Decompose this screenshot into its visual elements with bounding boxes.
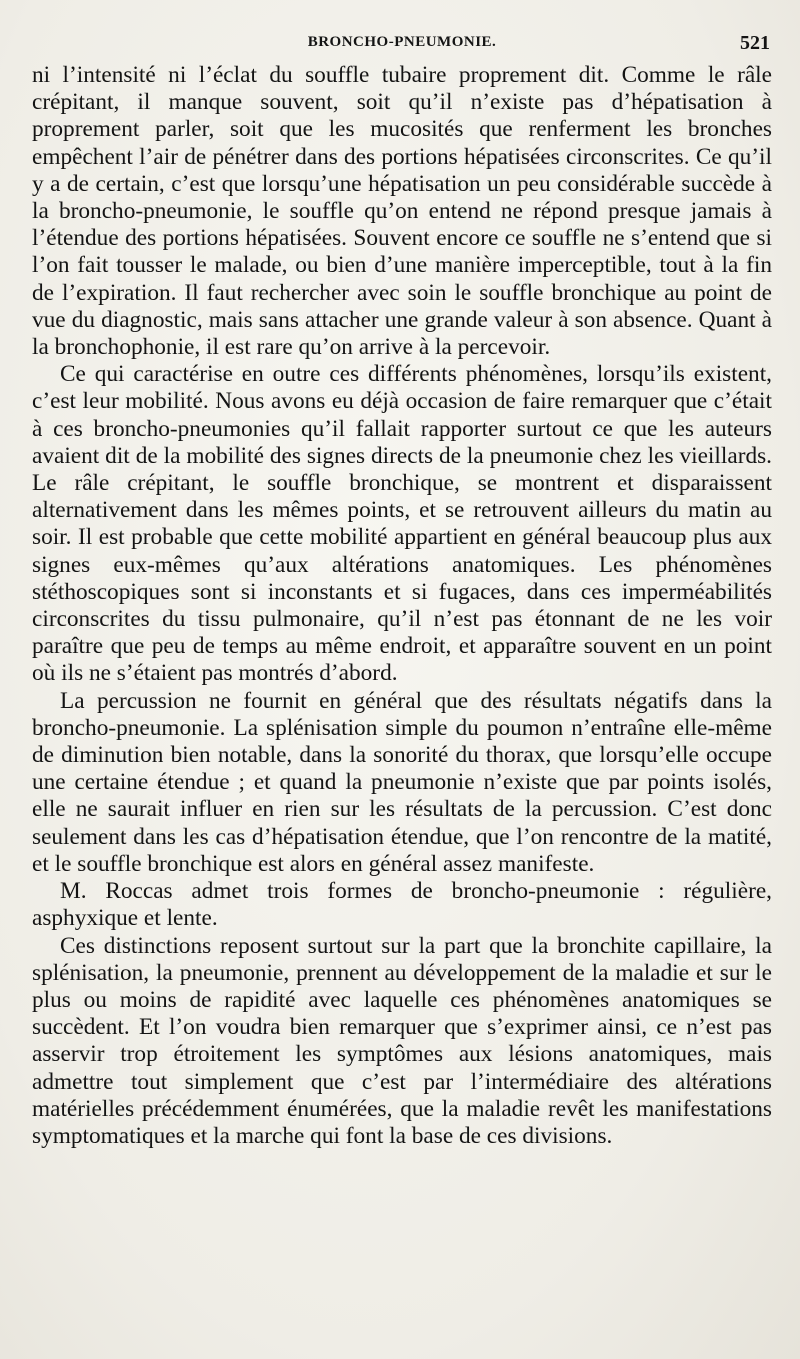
paragraph-distinctions: Ces distinctions reposent surtout sur la part que la bronchite capillaire, la splénisation, la pneumonie, prennent au développement de la maladie et sur le plus ou moins de rapidité avec laquelle ces phénomènes anatomiques se succèdent. Et l’on voudra bien remarquer que s’exprimer ainsi, ce n’est pas asservir trop étroitement les symptômes aux lésions anatomiques, mais admettre tout simplement que c’est par l’intermédiaire des altérations matérielles précédemment énumérées, que la maladie revêt les manifestations symptomatiques et la marche qui font la base de ces divisions. (32, 932, 772, 1149)
running-head: BRONCHO-PNEUMONIE. (307, 34, 497, 50)
paragraph-roccas: M. Roccas admet trois formes de broncho-pneumonie : régulière, asphyxique et lente. (32, 878, 772, 932)
body-text (32, 62, 772, 1150)
page-number: 521 (740, 32, 770, 54)
paragraph-continuation: ni l’intensité ni l’éclat du souffle tubaire proprement dit. Comme le râle crépitant, il manque souvent, soit qu’il n’existe pas d’hépatisation à proprement parler, soit que les mucosités que renferment les bronches empêchent l’air de pénétrer dans des portions hépatisées circonscrites. Ce qu’il y a de certain, c’est que lorsqu’une hépatisation un peu considérable succède à la broncho-pneumonie, le souffle qu’on entend ne répond presque jamais à l’étendue des portions hépatisées. Souvent encore ce souffle ne s’entend que si l’on fait tousser le malade, ou bien d’une manière imperceptible, tout à la fin de l’expiration. Il faut rechercher avec soin le souffle bronchique au point de vue du diagnostic, mais sans attacher une grande valeur à son absence. Quant à la bronchophonie, il est rare qu’on arrive à la percevoir. (32, 62, 772, 361)
page-header (34, 30, 770, 60)
paragraph-percussion: La percussion ne fournit en général que des résultats négatifs dans la broncho-pneumonie. La splénisation simple du poumon n’entraîne elle-même de diminution bien notable, dans la sonorité du thorax, que lorsqu’elle occupe une certaine étendue ; et quand la pneumonie n’existe que par points isolés, elle ne saurait influer en rien sur les résultats de la percussion. C’est donc seulement dans les cas d’hépatisation étendue, que l’on rencontre de la matité, et le souffle bronchique est alors en général assez manifeste. (32, 687, 772, 877)
paragraph-mobilite: Ce qui caractérise en outre ces différents phénomènes, lorsqu’ils existent, c’est leur mobilité. Nous avons eu déjà occasion de faire remarquer que c’était à ces broncho-pneumonies qu’il fallait rapporter surtout ce que les auteurs avaient dit de la mobilité des signes directs de la pneumonie chez les vieillards. Le râle crépitant, le souffle bronchique, se montrent et disparaissent alternativement dans les mêmes points, et se retrouvent ailleurs du matin au soir. Il est probable que cette mobilité appartient en général beaucoup plus aux signes eux-mêmes qu’aux altérations anatomiques. Les phénomènes stéthoscopiques sont si inconstants et si fugaces, dans ces imperméabilités circonscrites du tissu pulmonaire, qu’il n’est pas étonnant de ne les voir paraître que peu de temps au même endroit, et apparaître souvent en un point où ils ne s’étaient pas montrés d’abord. (32, 361, 772, 687)
